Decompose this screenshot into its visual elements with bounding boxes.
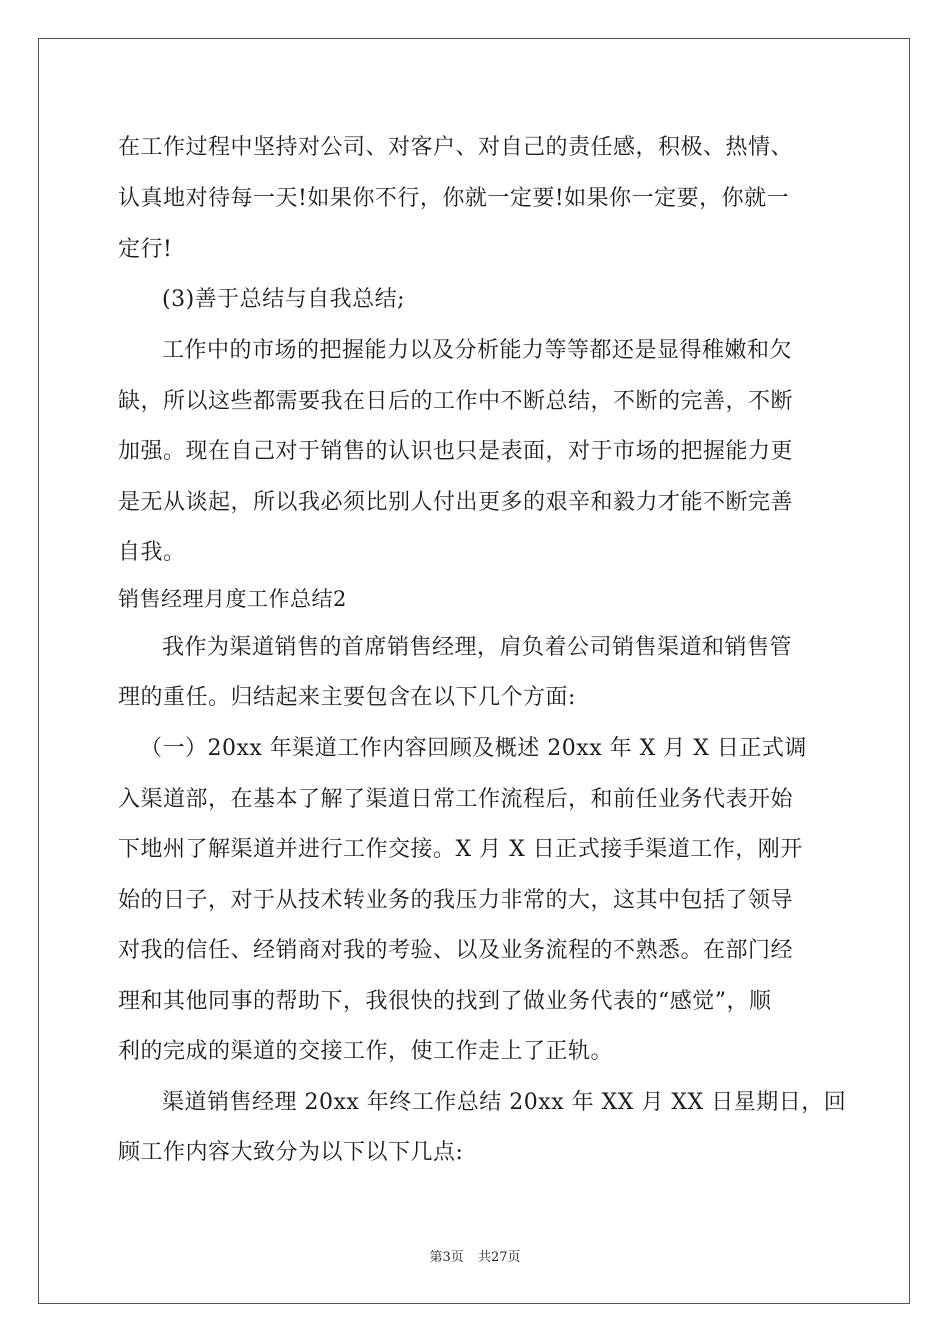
paragraph-line: 工作中的市场的把握能力以及分析能力等等都还是显得稚嫩和欠 [162,338,793,363]
page-total: 共27页 [477,1250,521,1265]
paragraph-line: 自我。 [118,540,186,565]
page-number: 第3页 [429,1250,464,1265]
paragraph-line: 认真地对待每一天!如果你不行，你就一定要!如果你一定要，你就一 [118,186,790,211]
paragraph-line: 理和其他同事的帮助下，我很快的找到了做业务代表的“感觉”，顺 [118,989,772,1014]
list-item: (3)善于总结与自我总结; [162,287,406,312]
paragraph-line: 利的完成的渠道的交接工作，使工作走上了正轨。 [118,1039,614,1064]
paragraph-line: 始的日子，对于从技术转业务的我压力非常的大，这其中包括了领导 [118,888,794,913]
paragraph-line: 顾工作内容大致分为以下以下几点: [118,1140,464,1165]
paragraph-line: 加强。现在自己对于销售的认识也只是表面，对于市场的把握能力更 [118,439,794,464]
page-footer [0,1246,950,1265]
paragraph-line: （一）20xx 年渠道工作内容回顾及概述 20xx 年 X 月 X 日正式调 [140,736,807,761]
paragraph-line: 理的重任。归结起来主要包含在以下几个方面: [118,685,576,710]
paragraph-line: 我作为渠道销售的首席销售经理，肩负着公司销售渠道和销售管 [162,635,793,660]
paragraph-line: 在工作过程中坚持对公司、对客户、对自己的责任感，积极、热情、 [118,135,794,160]
paragraph-line: 渠道销售经理 20xx 年终工作总结 20xx 年 XX 月 XX 日星期日，回 [162,1090,847,1115]
paragraph-line: 下地州了解渠道并进行工作交接。X 月 X 日正式接手渠道工作，刚开 [118,837,803,862]
paragraph-line: 入渠道部，在基本了解了渠道日常工作流程后，和前任业务代表开始 [118,787,794,812]
section-heading: 销售经理月度工作总结2 [118,587,347,611]
paragraph-line: 是无从谈起，所以我必须比别人付出更多的艰辛和毅力才能不断完善 [118,490,794,515]
paragraph-line: 对我的信任、经销商对我的考验、以及业务流程的不熟悉。在部门经 [118,938,794,963]
paragraph-line: 缺，所以这些都需要我在日后的工作中不断总结，不断的完善，不断 [118,389,794,414]
paragraph-line: 定行! [118,237,173,262]
